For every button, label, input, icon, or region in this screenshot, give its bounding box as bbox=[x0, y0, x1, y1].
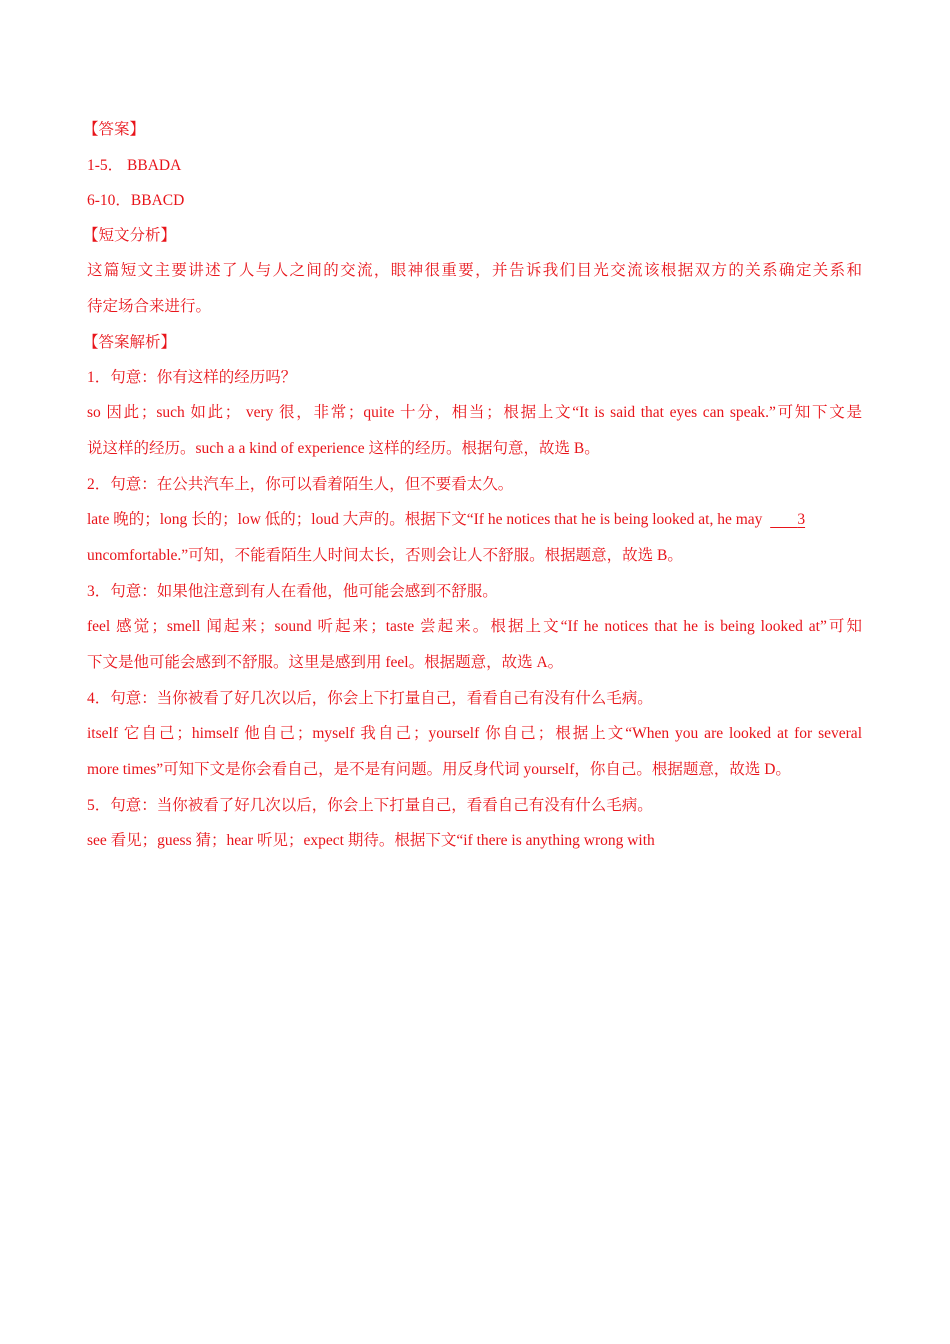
blank-number: 3 bbox=[797, 511, 806, 528]
analysis-item-title: 1．句意：你有这样的经历吗？ bbox=[87, 369, 297, 386]
analysis-item-title: 2．句意：在公共汽车上，你可以看着陌生人，但不要看太久。 bbox=[87, 476, 514, 493]
answer-line-1-5: 1-5． BBADA bbox=[87, 157, 182, 174]
analysis-item-text: so 因此；such 如此； very 很，非常；quite 十分，相当；根据上文“It is said that eyes can speak.”可知下文是 bbox=[87, 404, 862, 421]
analysis-item-text: uncomfortable.”可知，不能看陌生人时间太长，否则会让人不舒服。根据题意，故选 B。 bbox=[87, 547, 683, 564]
answer-content bbox=[83, 112, 862, 859]
summary-line: 这篇短文主要讲述了人与人之间的交流，眼神很重要，并告诉我们目光交流该根据双方的关系确定关系和 bbox=[87, 262, 862, 279]
analysis-item-title: 5．句意：当你被看了好几次以后，你会上下打量自己，看看自己有没有什么毛病。 bbox=[87, 797, 653, 814]
summary-line: 待定场合来进行。 bbox=[87, 298, 212, 315]
analysis-item-text: feel 感觉；smell 闻起来；sound 听起来；taste 尝起来。根据上文“If he notices that he is being looked at”可知 bbox=[87, 618, 862, 635]
blank-underline bbox=[770, 502, 805, 538]
analysis-item-text bbox=[87, 502, 862, 538]
analysis-item-title: 4．句意：当你被看了好几次以后，你会上下打量自己，看看自己有没有什么毛病。 bbox=[87, 690, 653, 707]
analysis-item-title: 3．句意：如果他注意到有人在看他，他可能会感到不舒服。 bbox=[87, 583, 498, 600]
answer-heading: 【答案】 bbox=[83, 121, 146, 138]
analysis-item-text: itself 它自己；himself 他自己；myself 我自己；yourself 你自己；根据上文“When you are looked at for several bbox=[87, 725, 862, 742]
answer-line-6-10: 6-10．BBACD bbox=[87, 192, 185, 209]
analysis-item-text: more times”可知下文是你会看自己，是不是有问题。用反身代词 yourself，你自己。根据题意，故选 D。 bbox=[87, 761, 791, 778]
analysis-item-text: 下文是他可能会感到不舒服。这里是感到用 feel。根据题意，故选 A。 bbox=[87, 654, 564, 671]
analysis-item-text: 说这样的经历。such a a kind of experience 这样的经历。根据句意，故选 B。 bbox=[87, 440, 600, 457]
analysis-item-text-part: late 晚的；long 长的；low 低的；loud 大声的。根据下文“If he notices that he is being looked at, he may bbox=[87, 511, 763, 528]
analysis-item-text: see 看见；guess 猜；hear 听见；expect 期待。根据下文“if there is anything wrong with bbox=[87, 832, 655, 849]
analysis-heading: 【答案解析】 bbox=[83, 334, 177, 351]
summary-heading: 【短文分析】 bbox=[83, 227, 177, 244]
